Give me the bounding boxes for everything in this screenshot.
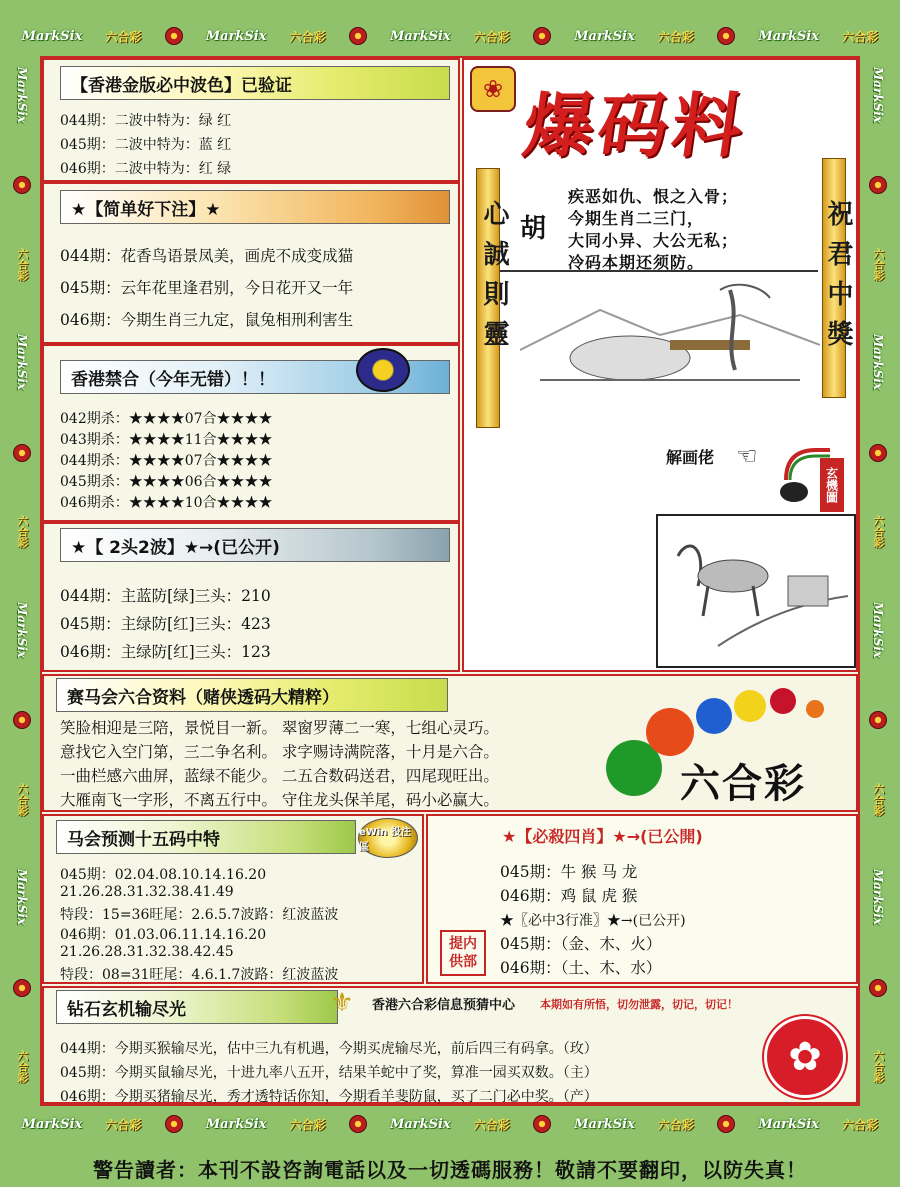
liuhecai-label: 六合彩: [16, 515, 29, 549]
two-head-title: ★【 2头2波】★→(已公开): [60, 528, 450, 562]
liuhecai-label: 六合彩: [658, 29, 695, 44]
liuhecai-label: 六合彩: [872, 247, 885, 281]
fifteen-row: 045期：02.04.08.10.14.16.20: [60, 867, 267, 883]
two-head-row: 046期：主绿防[红]三头：123: [60, 643, 271, 661]
flower-icon: [869, 444, 887, 462]
right-border: [860, 40, 896, 1110]
diamond-row: 044期：今期买猴输尽光，估中三九有机遇，今期买虎输尽光，前后四三有码拿。（玫）: [60, 1041, 598, 1057]
flower-icon: [869, 176, 887, 194]
horse-club-row: 一曲栏感六曲屏，蓝绿不能少。 二五合数码送君，四尾现旺出。: [60, 767, 499, 785]
poem-line: 冷码本期还须防。: [568, 253, 705, 272]
forbidden-row: 042期杀：★★★★07合★★★★: [60, 411, 273, 427]
poem-line: 疾恶如仇、恨之入骨；: [568, 187, 739, 206]
flower-icon: [533, 1115, 551, 1133]
orange-ball: [806, 700, 824, 718]
dog-illustration-frame: [656, 514, 856, 668]
marksix-label: MarkSix: [574, 28, 635, 44]
liuhecai-label: 六合彩: [105, 29, 142, 44]
simple-bet-row: 044期：花香鸟语景凤美，画虎不成变成猫: [60, 247, 354, 265]
liuhecai-label: 六合彩: [872, 782, 885, 816]
top-border: [10, 18, 890, 54]
fifteen-code-title: 马会预测十五码中特: [56, 820, 356, 854]
flower-icon: [717, 27, 735, 45]
xuanji-label: 玄機圖: [820, 458, 844, 512]
three-element-title: ★〖必中3行准〗★→(已公开): [500, 913, 686, 929]
pointing-hand-icon: ☜: [736, 442, 758, 470]
liuhecai-label: 六合彩: [289, 1117, 326, 1132]
flower-icon: [13, 176, 31, 194]
liuhecai-label: 六合彩: [16, 782, 29, 816]
diamond-row: 045期：今期买鼠输尽光，十进九率八五开，结果羊蛇中了奖，算准一园买双数。（主）: [60, 1065, 598, 1081]
ewin-logo: eWin 投注區: [358, 818, 418, 858]
yellow-ball: [734, 690, 766, 722]
flower-icon: [13, 711, 31, 729]
fifteen-row: 特段：08=31旺尾：4.6.1.7波路：红波蓝波: [60, 967, 339, 983]
two-head-row: 044期：主蓝防[绿]三头：210: [60, 587, 271, 605]
jie-label: 解画佬: [666, 448, 715, 467]
forbidden-row: 044期杀：★★★★07合★★★★: [60, 453, 273, 469]
flower-icon: [717, 1115, 735, 1133]
flower-icon: [165, 1115, 183, 1133]
forbidden-row: 046期杀：★★★★10合★★★★: [60, 495, 273, 511]
ornament-icon: ⚜: [330, 988, 354, 1018]
left-border: [4, 40, 40, 1110]
kill-four-row: 046期：鸡 鼠 虎 猴: [500, 887, 638, 905]
simple-bet-row: 045期：云年花里逢君别，今日花开又一年: [60, 279, 354, 297]
marksix-label: MarkSix: [871, 66, 885, 123]
marksix-label: MarkSix: [389, 1116, 451, 1132]
three-element-row: 045期：（金、木、火）: [500, 935, 662, 953]
marksix-label: MarkSix: [389, 28, 451, 44]
simple-bet-title: ★【简单好下注】★: [60, 190, 450, 224]
crimson-ball: [770, 688, 796, 714]
horse-club-row: 笑脸相迎是三陪，景悦目一新。 翠窗罗薄二一寒，七组心灵巧。: [60, 719, 499, 737]
marksix-label: MarkSix: [15, 601, 29, 658]
marksix-label: MarkSix: [15, 869, 29, 926]
wave-color-title: 【香港金版必中波色】已验证: [60, 66, 450, 100]
marksix-label: MarkSix: [205, 28, 267, 44]
wave-row: 044期：二波中特为：绿 红: [60, 113, 232, 129]
kill-four-row: 045期：牛 猴 马 龙: [500, 863, 638, 881]
liuhecai-label: 六合彩: [872, 1050, 885, 1084]
emblem-icon: ☯: [356, 348, 410, 392]
liuhecai-label: 六合彩: [872, 515, 885, 549]
liuhecai-label: 六合彩: [289, 29, 326, 44]
liuhecai-label: 六合彩: [842, 1117, 879, 1132]
bottom-border: [10, 1106, 890, 1142]
liuhecai-title: 六合彩: [680, 760, 806, 807]
flower-icon: [349, 27, 367, 45]
flower-icon: [533, 27, 551, 45]
forbidden-row: 043期杀：★★★★11合★★★★: [60, 432, 273, 448]
flower-icon: [13, 979, 31, 997]
internal-tag: 提内供部: [440, 930, 486, 976]
liuhecai-label: 六合彩: [842, 29, 879, 44]
footer-warning: 警告讀者：本刊不設咨詢電話以及一切透碼服務！敬請不要翻印，以防失真！: [93, 1158, 807, 1182]
marksix-label: MarkSix: [574, 1116, 635, 1132]
wave-row: 045期：二波中特为：蓝 红: [60, 137, 232, 153]
liuhecai-label: 六合彩: [16, 1050, 29, 1084]
left-scroll-text: 心誠則靈: [479, 200, 509, 360]
flower-icon: [869, 979, 887, 997]
fifteen-row: 特段：15=36旺尾：2.6.5.7波路：红波蓝波: [60, 907, 339, 923]
marksix-label: MarkSix: [871, 869, 885, 926]
forbidden-sum-title: 香港禁合（今年无错）！！: [60, 360, 450, 394]
notice-label: 本期如有所悟，切勿泄露，切记，切记！: [540, 998, 738, 1011]
poem-line: 大同小异、大公无私；: [568, 231, 739, 250]
marksix-label: MarkSix: [21, 1116, 83, 1132]
flower-icon: [869, 711, 887, 729]
dog-illustration: [658, 516, 854, 666]
marksix-label: MarkSix: [758, 1116, 820, 1132]
blue-ball: [696, 698, 732, 734]
marksix-label: MarkSix: [205, 1116, 267, 1132]
bauhinia-emblem-icon: ✿: [764, 1016, 846, 1098]
flower-icon: [165, 27, 183, 45]
info-center-label: 香港六合彩信息预猜中心: [372, 998, 516, 1013]
liuhecai-label: 六合彩: [105, 1117, 142, 1132]
flower-icon: [349, 1115, 367, 1133]
fifteen-row: 046期：01.03.06.11.14.16.20: [60, 927, 267, 943]
marksix-label: MarkSix: [21, 28, 83, 44]
sleeping-man-illustration: [520, 280, 820, 400]
marksix-label: MarkSix: [871, 601, 885, 658]
kill-four-title: ★【必殺四肖】★→(已公開): [502, 827, 703, 846]
marksix-label: MarkSix: [758, 28, 820, 44]
poem-line: 今期生肖二三门，: [568, 209, 705, 228]
marksix-label: MarkSix: [15, 66, 29, 123]
two-head-row: 045期：主绿防[红]三头：423: [60, 615, 271, 633]
diamond-row: 046期：今期买猪输尽光，秀才透特话你知，今期看羊斐防鼠，买了二门必中奖。（产）: [60, 1089, 598, 1105]
diamond-title: 钻石玄机输尽光: [56, 990, 338, 1024]
wave-row: 046期：二波中特为：红 绿: [60, 161, 232, 177]
three-element-row: 046期：（土、木、水）: [500, 959, 662, 977]
horse-club-title: 赛马会六合资料（赌侠透码大精粹）: [56, 678, 448, 712]
liuhecai-label: 六合彩: [473, 29, 510, 44]
horse-club-row: 大雁南飞一字形，不离五行中。 守住龙头保羊尾，码小必赢大。: [60, 791, 499, 809]
flower-icon: [13, 444, 31, 462]
right-scroll-text: 祝君中獎: [823, 200, 853, 360]
hero-title: 爆码料: [518, 84, 753, 167]
marksix-label: MarkSix: [871, 334, 885, 391]
hu-character: 胡: [520, 214, 547, 244]
simple-bet-row: 046期：今期生肖三九定，鼠兔相刑利害生: [60, 311, 354, 329]
rooster-icon: ❀: [470, 66, 516, 112]
red-ball: [646, 708, 694, 756]
marksix-label: MarkSix: [15, 334, 29, 391]
liuhecai-label: 六合彩: [16, 247, 29, 281]
horse-club-row: 意找它入空门第，三二争名利。 求字赐诗满院落，十月是六合。: [60, 743, 499, 761]
forbidden-row: 045期杀：★★★★06合★★★★: [60, 474, 273, 490]
liuhecai-label: 六合彩: [658, 1117, 695, 1132]
fifteen-row: 21.26.28.31.32.38.42.45: [60, 944, 234, 960]
liuhecai-label: 六合彩: [473, 1117, 510, 1132]
fifteen-row: 21.26.28.31.32.38.41.49: [60, 884, 234, 900]
